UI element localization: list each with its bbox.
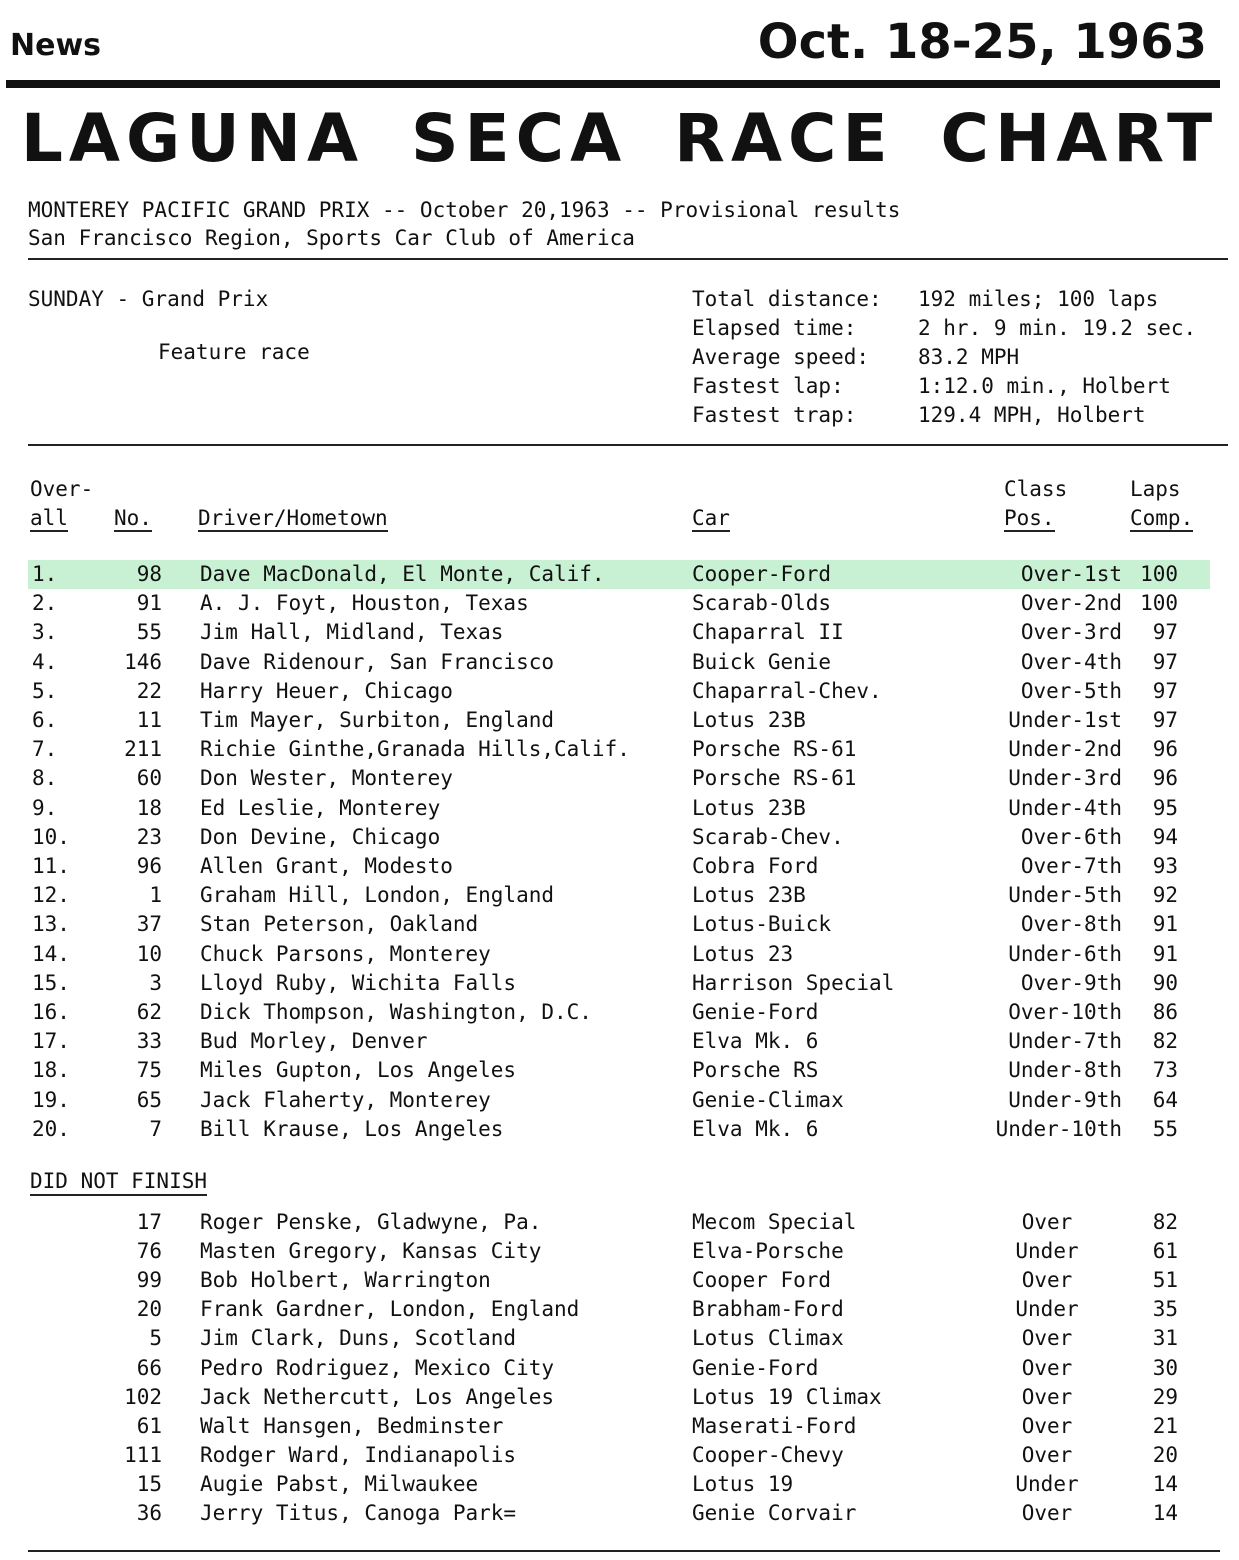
overall-position: 18. <box>32 1058 70 1083</box>
masthead-section: News <box>10 28 102 63</box>
driver-hometown: Dave MacDonald, El Monte, Calif. <box>200 562 605 586</box>
header-car: Car <box>692 506 730 530</box>
class-position: Over-6th <box>1020 824 1122 849</box>
driver-hometown: Bud Morley, Denver <box>200 1029 428 1054</box>
class-position: Over-10th <box>1008 1000 1122 1024</box>
laps-completed: 55 <box>1152 1116 1178 1141</box>
laps-completed: 91 <box>1152 912 1178 937</box>
header-overall-line2: all <box>30 506 68 530</box>
laps-completed: 100 <box>1140 591 1178 616</box>
class-name: Over <box>1021 1355 1073 1380</box>
car-number: 96 <box>136 854 162 878</box>
header-overall-line1: Over- <box>30 477 94 501</box>
car-name: Cooper-Ford <box>692 562 832 586</box>
car-number: 55 <box>136 620 162 645</box>
driver-hometown: Lloyd Ruby, Wichita Falls <box>200 970 517 995</box>
car-number: 102 <box>124 1384 162 1409</box>
driver-hometown: Jerry Titus, Canoga Park= <box>200 1501 517 1525</box>
car-name: Genie-Climax <box>692 1087 844 1112</box>
laps-completed: 91 <box>1152 941 1178 966</box>
laps-completed: 51 <box>1152 1268 1178 1293</box>
overall-position: 20. <box>32 1116 70 1141</box>
driver-hometown: Ed Leslie, Monterey <box>200 795 441 820</box>
table-row <box>28 560 1210 589</box>
class-position: Under-6th <box>1008 941 1122 966</box>
overall-position: 4. <box>32 649 58 674</box>
class-name: Over <box>1021 1442 1073 1467</box>
car-name: Lotus Climax <box>692 1326 844 1351</box>
laps-completed: 97 <box>1152 678 1178 703</box>
overall-position: 17. <box>32 1029 70 1054</box>
class-position: Under-3rd <box>1008 766 1122 791</box>
table-row <box>28 852 1210 881</box>
overall-position: 10. <box>32 824 70 849</box>
driver-hometown: Don Wester, Monterey <box>200 766 453 791</box>
overall-position: 3. <box>32 620 58 645</box>
driver-hometown: Frank Gardner, London, England <box>200 1297 580 1322</box>
car-number: 7 <box>149 1116 162 1141</box>
laps-completed: 61 <box>1152 1239 1178 1264</box>
driver-hometown: Jack Flaherty, Monterey <box>200 1087 491 1112</box>
laps-completed: 92 <box>1152 883 1178 908</box>
header-class <box>1004 475 1067 533</box>
overall-position: 7. <box>32 737 58 762</box>
class-position: Under-9th <box>1008 1087 1122 1112</box>
stat-value: 129.4 MPH, Holbert <box>918 403 1146 427</box>
stat-value: 83.2 MPH <box>918 345 1020 369</box>
driver-hometown: Harry Heuer, Chicago <box>200 678 453 703</box>
class-position: Under-4th <box>1008 795 1122 820</box>
car-name: Scarab-Chev. <box>692 824 844 849</box>
class-position: Over-4th <box>1020 649 1122 674</box>
car-name: Harrison Special <box>692 970 895 995</box>
overall-position: 16. <box>32 1000 70 1024</box>
table-row <box>28 1324 1210 1353</box>
table-row <box>28 764 1210 793</box>
event-subtitle: MONTEREY PACIFIC GRAND PRIX -- October 20,1963 -- Provisional results <box>28 198 901 222</box>
car-name: Lotus 19 <box>692 1471 794 1496</box>
laps-completed: 94 <box>1152 824 1178 849</box>
divider <box>28 444 1228 446</box>
overall-position: 12. <box>32 883 70 908</box>
driver-hometown: Jim Clark, Duns, Scotland <box>200 1326 517 1351</box>
laps-completed: 21 <box>1152 1413 1178 1438</box>
car-name: Cooper Ford <box>692 1268 832 1293</box>
class-name: Under <box>1015 1471 1079 1496</box>
bottom-rule <box>28 1550 1220 1552</box>
laps-completed: 82 <box>1152 1210 1178 1234</box>
overall-position: 13. <box>32 912 70 937</box>
car-name: Lotus 23B <box>692 795 806 820</box>
class-position: Over-3rd <box>1020 620 1122 645</box>
overall-position: 9. <box>32 795 58 820</box>
laps-completed: 97 <box>1152 649 1178 674</box>
car-name: Cobra Ford <box>692 854 819 878</box>
class-name: Under <box>1015 1239 1079 1264</box>
car-name: Elva Mk. 6 <box>692 1116 819 1141</box>
car-number: 111 <box>124 1442 162 1467</box>
driver-hometown: Augie Pabst, Milwaukee <box>200 1471 479 1496</box>
overall-position: 8. <box>32 766 58 791</box>
car-number: 17 <box>136 1210 162 1234</box>
car-number: 15 <box>136 1471 162 1496</box>
laps-completed: 30 <box>1152 1355 1178 1380</box>
laps-completed: 95 <box>1152 795 1178 820</box>
class-name: Over <box>1021 1384 1073 1409</box>
class-position: Over-5th <box>1020 678 1122 703</box>
car-number: 75 <box>136 1058 162 1083</box>
overall-position: 11. <box>32 854 70 878</box>
table-row <box>28 910 1210 939</box>
laps-completed: 64 <box>1152 1087 1178 1112</box>
car-number: 62 <box>136 1000 162 1024</box>
laps-completed: 82 <box>1152 1029 1178 1054</box>
driver-hometown: Chuck Parsons, Monterey <box>200 941 491 966</box>
driver-hometown: Pedro Rodriguez, Mexico City <box>200 1355 555 1380</box>
header-laps <box>1130 475 1193 533</box>
header-laps-line1: Laps <box>1130 477 1181 501</box>
table-row <box>28 1295 1210 1324</box>
laps-completed: 73 <box>1152 1058 1178 1083</box>
organizer-subtitle: San Francisco Region, Sports Car Club of America <box>28 226 635 250</box>
car-number: 60 <box>136 766 162 791</box>
stat-label: Fastest lap: <box>692 374 844 398</box>
driver-hometown: Tim Mayer, Surbiton, England <box>200 708 555 732</box>
table-row <box>28 706 1210 735</box>
driver-hometown: Jim Hall, Midland, Texas <box>200 620 504 645</box>
car-number: 66 <box>136 1355 162 1380</box>
car-number: 22 <box>136 678 162 703</box>
car-name: Genie-Ford <box>692 1000 819 1024</box>
table-row <box>28 589 1210 618</box>
car-number: 20 <box>136 1297 162 1322</box>
class-position: Under-2nd <box>1008 737 1122 762</box>
driver-hometown: Dick Thompson, Washington, D.C. <box>200 1000 592 1024</box>
driver-hometown: Bill Krause, Los Angeles <box>200 1116 504 1141</box>
driver-hometown: A. J. Foyt, Houston, Texas <box>200 591 529 616</box>
car-name: Chaparral II <box>692 620 844 645</box>
race-type-label: Feature race <box>158 340 310 364</box>
laps-completed: 20 <box>1152 1442 1178 1467</box>
car-name: Lotus 23B <box>692 708 806 732</box>
car-number: 11 <box>136 708 162 732</box>
driver-hometown: Roger Penske, Gladwyne, Pa. <box>200 1210 542 1234</box>
dnf-heading: DID NOT FINISH <box>30 1168 207 1196</box>
car-name: Porsche RS-61 <box>692 766 857 791</box>
laps-completed: 97 <box>1152 708 1178 732</box>
car-number: 211 <box>124 737 162 762</box>
laps-completed: 96 <box>1152 766 1178 791</box>
laps-completed: 31 <box>1152 1326 1178 1351</box>
car-number: 10 <box>136 941 162 966</box>
table-row <box>28 823 1210 852</box>
table-row <box>28 1470 1210 1499</box>
class-position: Over-7th <box>1020 854 1122 878</box>
car-name: Mecom Special <box>692 1210 857 1234</box>
car-name: Lotus 19 Climax <box>692 1384 882 1409</box>
stat-value: 2 hr. 9 min. 19.2 sec. <box>918 316 1197 340</box>
car-name: Porsche RS <box>692 1058 819 1083</box>
overall-position: 1. <box>32 562 58 586</box>
class-position: Under-7th <box>1008 1029 1122 1054</box>
class-name: Over <box>1021 1326 1073 1351</box>
table-row <box>28 1027 1210 1056</box>
overall-position: 2. <box>32 591 58 616</box>
laps-completed: 35 <box>1152 1297 1178 1322</box>
car-number: 36 <box>136 1501 162 1525</box>
overall-position: 5. <box>32 678 58 703</box>
class-name: Over <box>1021 1210 1073 1234</box>
car-name: Lotus-Buick <box>692 912 832 937</box>
class-position: Over-9th <box>1020 970 1122 995</box>
laps-completed: 86 <box>1152 1000 1178 1024</box>
header-laps-line2: Comp. <box>1130 506 1194 530</box>
driver-hometown: Rodger Ward, Indianapolis <box>200 1442 517 1467</box>
driver-hometown: Dave Ridenour, San Francisco <box>200 649 555 674</box>
class-position: Over-1st <box>1020 562 1122 586</box>
table-row <box>28 1441 1210 1470</box>
driver-hometown: Allen Grant, Modesto <box>200 854 453 878</box>
race-day-label: SUNDAY - Grand Prix <box>28 287 269 311</box>
car-name: Elva-Porsche <box>692 1239 844 1264</box>
driver-hometown: Jack Nethercutt, Los Angeles <box>200 1384 555 1409</box>
table-row <box>28 940 1210 969</box>
car-number: 98 <box>136 562 162 586</box>
table-row <box>28 1354 1210 1383</box>
laps-completed: 100 <box>1140 562 1178 586</box>
overall-position: 15. <box>32 970 70 995</box>
stat-label: Fastest trap: <box>692 403 857 427</box>
driver-hometown: Richie Ginthe,Granada Hills,Calif. <box>200 737 630 762</box>
table-row <box>28 1115 1210 1144</box>
car-number: 18 <box>136 795 162 820</box>
stat-value: 192 miles; 100 laps <box>918 287 1159 311</box>
car-number: 37 <box>136 912 162 937</box>
laps-completed: 14 <box>1152 1471 1178 1496</box>
table-row <box>28 794 1210 823</box>
class-name: Over <box>1021 1268 1073 1293</box>
car-name: Genie Corvair <box>692 1501 857 1525</box>
car-number: 146 <box>124 649 162 674</box>
laps-completed: 29 <box>1152 1384 1178 1409</box>
class-position: Under-5th <box>1008 883 1122 908</box>
table-row <box>28 1383 1210 1412</box>
header-overall <box>30 475 93 533</box>
car-number: 76 <box>136 1239 162 1264</box>
car-number: 65 <box>136 1087 162 1112</box>
table-row <box>28 1056 1210 1085</box>
class-position: Under-10th <box>995 1116 1122 1141</box>
driver-hometown: Don Devine, Chicago <box>200 824 441 849</box>
header-no: No. <box>114 506 152 530</box>
table-row <box>28 881 1210 910</box>
laps-completed: 93 <box>1152 854 1178 878</box>
header-driver: Driver/Hometown <box>198 506 388 530</box>
car-name: Chaparral-Chev. <box>692 678 882 703</box>
page-title: LAGUNA SECA RACE CHART <box>20 100 1219 177</box>
table-row <box>28 1237 1210 1266</box>
class-position: Over-2nd <box>1020 591 1122 616</box>
header-class-line2: Pos. <box>1004 506 1055 530</box>
driver-hometown: Bob Holbert, Warrington <box>200 1268 491 1293</box>
class-position: Over-8th <box>1020 912 1122 937</box>
overall-position: 19. <box>32 1087 70 1112</box>
car-name: Cooper-Chevy <box>692 1442 844 1467</box>
car-number: 23 <box>136 824 162 849</box>
class-name: Under <box>1015 1297 1079 1322</box>
class-name: Over <box>1021 1413 1073 1438</box>
table-row <box>28 998 1210 1027</box>
car-name: Elva Mk. 6 <box>692 1029 819 1054</box>
car-name: Buick Genie <box>692 649 832 674</box>
table-row <box>28 648 1210 677</box>
driver-hometown: Masten Gregory, Kansas City <box>200 1239 542 1264</box>
car-number: 91 <box>136 591 162 616</box>
car-name: Scarab-Olds <box>692 591 832 616</box>
divider <box>28 258 1228 260</box>
car-number: 99 <box>136 1268 162 1293</box>
laps-completed: 90 <box>1152 970 1178 995</box>
car-number: 1 <box>149 883 162 908</box>
class-name: Over <box>1021 1501 1073 1525</box>
laps-completed: 97 <box>1152 620 1178 645</box>
overall-position: 6. <box>32 708 58 732</box>
class-position: Under-8th <box>1008 1058 1122 1083</box>
car-name: Brabham-Ford <box>692 1297 844 1322</box>
laps-completed: 96 <box>1152 737 1178 762</box>
overall-position: 14. <box>32 941 70 966</box>
issue-date: Oct. 18-25, 1963 <box>757 14 1207 70</box>
table-row <box>28 618 1210 647</box>
driver-hometown: Walt Hansgen, Bedminster <box>200 1413 504 1438</box>
driver-hometown: Graham Hill, London, England <box>200 883 555 908</box>
stat-label: Total distance: <box>692 287 882 311</box>
car-name: Lotus 23 <box>692 941 794 966</box>
stat-label: Elapsed time: <box>692 316 857 340</box>
driver-hometown: Stan Peterson, Oakland <box>200 912 479 937</box>
table-row <box>28 1412 1210 1441</box>
car-name: Lotus 23B <box>692 883 806 908</box>
table-row <box>28 1266 1210 1295</box>
table-row <box>28 677 1210 706</box>
laps-completed: 14 <box>1152 1501 1178 1525</box>
class-position: Under-1st <box>1008 708 1122 732</box>
table-row <box>28 1499 1210 1528</box>
table-row <box>28 735 1210 764</box>
car-number: 61 <box>136 1413 162 1438</box>
stat-label: Average speed: <box>692 345 870 369</box>
car-number: 3 <box>149 970 162 995</box>
car-number: 33 <box>136 1029 162 1054</box>
car-name: Maserati-Ford <box>692 1413 857 1438</box>
driver-hometown: Miles Gupton, Los Angeles <box>200 1058 517 1083</box>
car-name: Genie-Ford <box>692 1355 819 1380</box>
top-rule <box>6 80 1220 88</box>
car-name: Porsche RS-61 <box>692 737 857 762</box>
table-row <box>28 1208 1210 1237</box>
car-number: 5 <box>149 1326 162 1351</box>
header-class-line1: Class <box>1004 477 1068 501</box>
stat-value: 1:12.0 min., Holbert <box>918 374 1171 398</box>
table-row <box>28 1086 1210 1115</box>
table-row <box>28 969 1210 998</box>
